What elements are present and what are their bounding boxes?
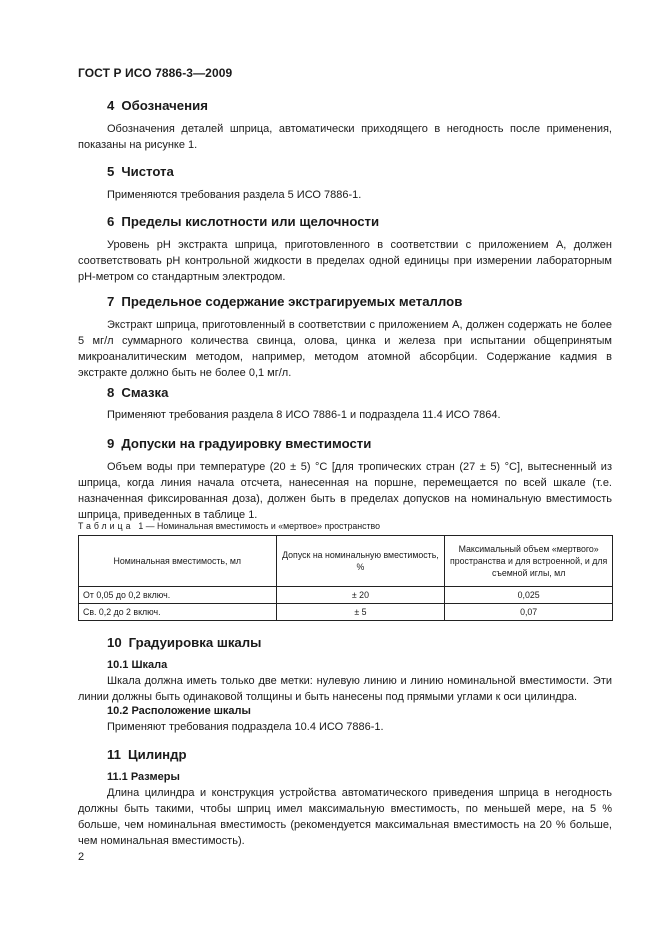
subsection-10-2-heading: 10.2 Расположение шкалы [107,705,251,717]
section-9-text [78,460,612,524]
section-7-text [78,318,612,382]
paragraph-text: Шкала должна иметь только две метки: нулевую линию и линию номинальной вместимости. Эти линии должны быть одинаковой толщины и быть нанесены под прямыми углами к оси цилиндра. [78,675,612,703]
section-5-heading [107,164,174,179]
section-5-text [78,188,612,204]
section-7-heading [107,294,462,309]
table-header-row [79,536,613,587]
document-header: ГОСТ Р ИСО 7886-3—2009 [78,66,233,80]
paragraph-text: Длина цилиндра и конструкция устройства автоматического приведения шприца в негодность должны быть такими, чтобы шприц имел максимальную вместимость, по меньшей мере, на 5 % больше, чем номинальная вместимость (рекомендуется максимальная вместимость на 20 % больше, чем номинальная вместимость). [78,787,612,847]
table-cell: От 0,05 до 0,2 включ. [79,587,277,604]
subsection-10-1-heading: 10.1 Шкала [107,659,168,671]
section-6-text [78,238,612,286]
column-header-dead-space: Максимальный объем «мертвого» пространства и для встроенной, и для съемной иглы, мл [445,536,613,587]
paragraph-text: Применяют требования подраздела 10.4 ИСО 7886-1. [107,721,384,733]
table-caption-text: 1 — Номинальная вместимость и «мертвое» пространство [138,521,380,531]
section-6-heading [107,214,379,229]
section-4-heading [107,98,208,113]
section-title: Допуски на градуировку вместимости [121,436,372,451]
section-number: 4 [107,98,115,113]
section-number: 11 [107,747,121,762]
section-8-text [78,408,612,424]
table-caption-label: Таблица [78,521,134,531]
table-cell: ± 5 [276,604,445,621]
section-title: Градуировка шкалы [128,635,262,650]
section-number: 8 [107,385,115,400]
subsection-11-1-text [78,786,612,850]
paragraph-text: Применяют требования раздела 8 ИСО 7886-1 и подраздела 11.4 ИСО 7864. [107,409,501,421]
paragraph-text: Применяются требования раздела 5 ИСО 7886-1. [107,189,362,201]
paragraph-text: Обозначения деталей шприца, автоматически приходящего в негодность после применения, показаны на рисунке 1. [78,123,612,151]
table-cell: 0,07 [445,604,613,621]
section-9-heading [107,436,371,451]
paragraph-text: Экстракт шприца, приготовленный в соответствии с приложением А, должен содержать не более 5 мг/л суммарного количества свинца, олова, цинка и железа при испытании общепринятым микроаналитическим методом, например, методом атомной абсорбции. Содержание кадмия в экстракте должно быть не более 0,1 мг/л. [78,319,612,379]
column-header-nominal-capacity: Номинальная вместимость, мл [79,536,277,587]
section-11-heading [107,747,187,762]
section-title: Пределы кислотности или щелочности [121,214,380,229]
section-8-heading [107,385,168,400]
section-number: 5 [107,164,115,179]
table-cell: ± 20 [276,587,445,604]
section-title: Чистота [121,164,174,179]
column-header-tolerance: Допуск на номинальную вместимость, % [276,536,445,587]
subsection-10-1-text [78,674,612,706]
section-title: Цилиндр [127,747,187,762]
table-row [79,604,613,621]
subsection-11-1-heading: 11.1 Размеры [107,771,180,783]
section-number: 6 [107,214,115,229]
section-title: Предельное содержание экстрагируемых металлов [121,294,463,309]
paragraph-text: Уровень pH экстракта шприца, приготовленного в соответствии с приложением А, должен соответствовать pH контрольной жидкости в пределах одной единицы при измерении лабораторным pH-метром со стандартным электродом. [78,239,612,283]
paragraph-text: Объем воды при температуре (20 ± 5) °С [для тропических стран (27 ± 5) °С], вытесненный из шприца, когда линия начала отсчета, нанесенная на поршне, перемещается по всей шкале (т.е. назначенная фиксированная доза), должен быть в пределах допусков на номинальную вместимость шприца, приведенных в таблице 1. [78,461,612,521]
section-number: 9 [107,436,115,451]
section-10-heading [107,635,261,650]
page-number: 2 [78,851,85,863]
table-caption [78,521,380,531]
table-cell: 0,025 [445,587,613,604]
subsection-10-2-text [78,720,612,736]
section-number: 10 [107,635,122,650]
table-cell: Св. 0,2 до 2 включ. [79,604,277,621]
section-4-text [78,122,612,154]
section-title: Смазка [121,385,169,400]
table-row [79,587,613,604]
section-title: Обозначения [121,98,208,113]
section-number: 7 [107,294,115,309]
capacity-table [78,535,613,621]
